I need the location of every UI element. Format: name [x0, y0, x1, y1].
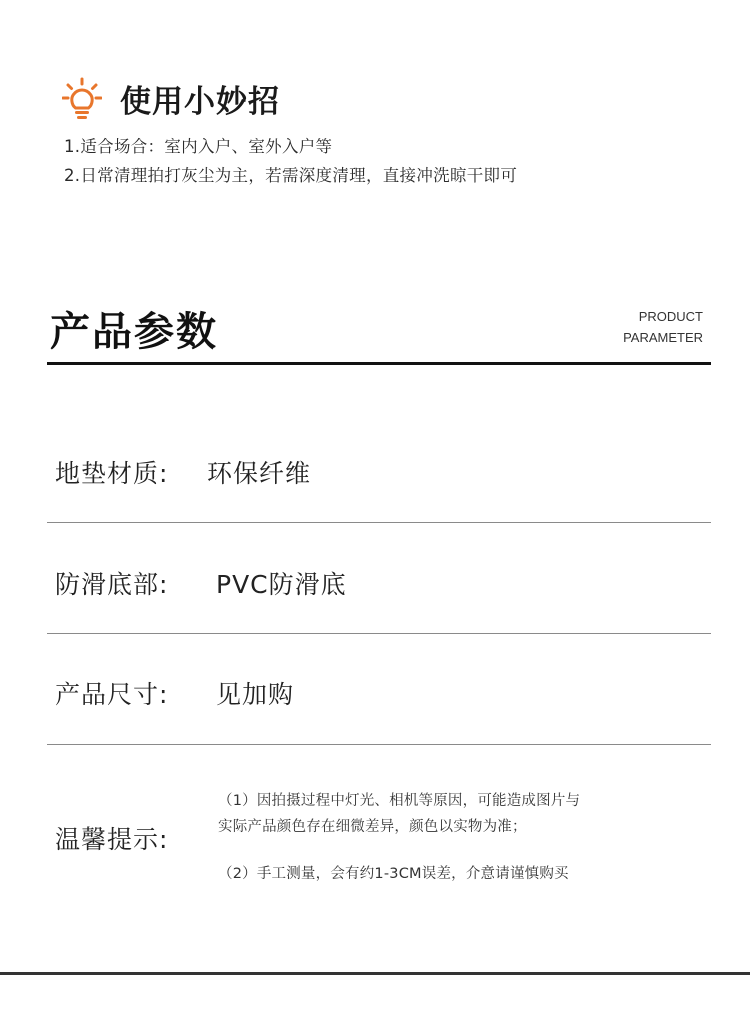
- tip-line: 2.日常清理拍打灰尘为主，若需深度清理，直接冲洗晾干即可: [64, 166, 518, 185]
- param-value-backing: PVC防滑底: [216, 570, 347, 599]
- tips-header: [62, 76, 280, 121]
- notice-line: （2）手工测量，会有约1-3CM误差，介意请谨慎购买: [218, 866, 569, 882]
- notice-line: 实际产品颜色存在细微差异，颜色以实物为准；: [218, 819, 527, 835]
- tip-line: 1.适合场合：室内入户、室外入户等: [64, 137, 333, 156]
- divider: [47, 744, 711, 745]
- divider: [47, 633, 711, 634]
- section-title-en: [623, 306, 703, 348]
- bottom-rule: [0, 972, 750, 975]
- param-value-size: 见加购: [216, 680, 295, 709]
- section-title-en-line: PRODUCT: [638, 309, 703, 324]
- param-label-size: 产品尺寸:: [55, 680, 169, 709]
- param-label-backing: 防滑底部:: [55, 570, 169, 599]
- notice-label: 温馨提示:: [55, 825, 169, 854]
- param-value-material: 环保纤维: [207, 459, 312, 488]
- divider: [47, 522, 711, 523]
- notice-line: （1）因拍摄过程中灯光、相机等原因，可能造成图片与: [218, 793, 581, 809]
- lightbulb-icon: [62, 77, 102, 121]
- tips-title: 使用小妙招: [120, 84, 280, 120]
- section-title: 产品参数: [50, 309, 218, 355]
- param-label-material: 地垫材质:: [55, 459, 169, 488]
- section-title-en-line: PARAMETER: [623, 330, 703, 345]
- section-rule: [47, 362, 711, 365]
